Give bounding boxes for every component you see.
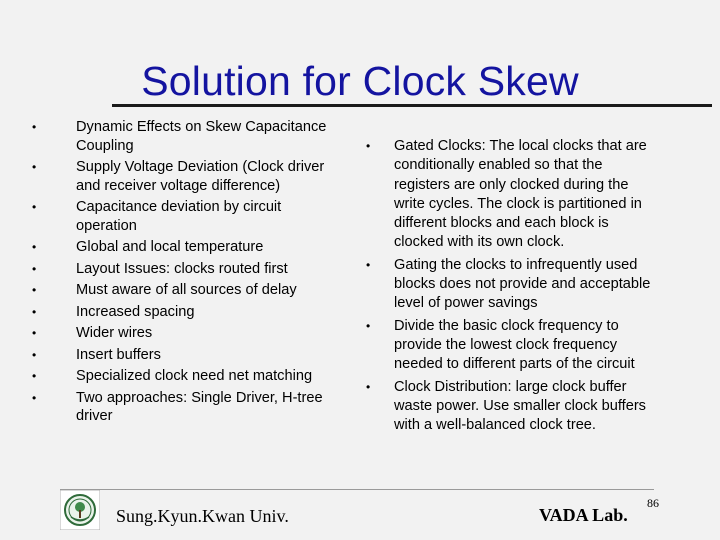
bullet-text: Wider wires — [76, 325, 153, 341]
page-number: 86 — [647, 496, 659, 510]
university-name: Sung.Kyun.Kwan Univ. — [116, 506, 289, 526]
bullet-icon: • — [32, 200, 37, 214]
bullet-icon: • — [366, 257, 371, 272]
university-logo-icon — [60, 490, 100, 530]
bullet-icon: • — [32, 120, 37, 134]
bullet-icon: • — [32, 283, 37, 297]
list-item — [32, 303, 330, 322]
list-item — [32, 389, 330, 426]
list-item — [32, 367, 330, 386]
bullet-text: Must aware of all sources of delay — [76, 282, 297, 298]
title-underline — [112, 104, 712, 107]
bullet-text: Capacitance deviation by circuit operation — [76, 199, 282, 234]
bullet-text: Gated Clocks: The local clocks that are conditionally enabled so that the registers are only clocked during the write cycles. The clock is partitioned in different blocks and each block is clocked with its own clock. — [394, 138, 647, 251]
bullet-text: Clock Distribution: large clock buffer waste power. Use smaller clock buffers with a well-balanced clock tree. — [394, 378, 646, 434]
bullet-icon: • — [32, 347, 37, 362]
footer-divider — [60, 489, 654, 490]
bullet-text: Insert buffers — [76, 346, 161, 363]
bullet-icon: • — [32, 240, 37, 254]
bullet-icon: • — [366, 379, 371, 394]
bullet-icon: • — [366, 318, 371, 333]
bullet-text: Layout Issues: clocks routed first — [76, 260, 288, 277]
slide-title: Solution for Clock Skew — [141, 58, 579, 104]
list-item — [366, 137, 658, 253]
bullet-icon: • — [32, 261, 37, 276]
bullet-icon: • — [366, 139, 371, 153]
list-item — [32, 118, 330, 155]
list-item — [366, 317, 658, 375]
lab-name: VADA Lab. — [539, 505, 628, 525]
bullet-text: Two approaches: Single Driver, H-tree driver — [76, 389, 323, 424]
list-item — [32, 238, 330, 257]
bullet-text: Specialized clock need net matching — [76, 368, 313, 384]
bullet-text: Dynamic Effects on Skew Capacitance Coupling — [76, 119, 327, 154]
list-item — [32, 198, 330, 235]
right-bullet-list — [366, 137, 658, 438]
bullet-text: Increased spacing — [76, 303, 195, 320]
bullet-text: Divide the basic clock frequency to provide the lowest clock frequency needed to different parts of the circuit — [394, 317, 635, 373]
bullet-icon: • — [32, 304, 37, 319]
bullet-text: Gating the clocks to infrequently used blocks does not provide and acceptable level of power savings — [394, 256, 651, 312]
left-bullet-list — [32, 118, 330, 429]
bullet-icon: • — [32, 369, 37, 383]
list-item — [32, 260, 330, 279]
list-item — [32, 281, 330, 300]
list-item — [32, 346, 330, 365]
bullet-icon: • — [32, 326, 37, 340]
bullet-text: Supply Voltage Deviation (Clock driver and receiver voltage difference) — [76, 159, 325, 194]
bullet-text: Global and local temperature — [76, 239, 264, 255]
list-item — [32, 158, 330, 195]
list-item — [366, 378, 658, 436]
list-item — [366, 256, 658, 314]
list-item — [32, 324, 330, 343]
bullet-icon: • — [32, 160, 37, 174]
bullet-icon: • — [32, 390, 37, 405]
